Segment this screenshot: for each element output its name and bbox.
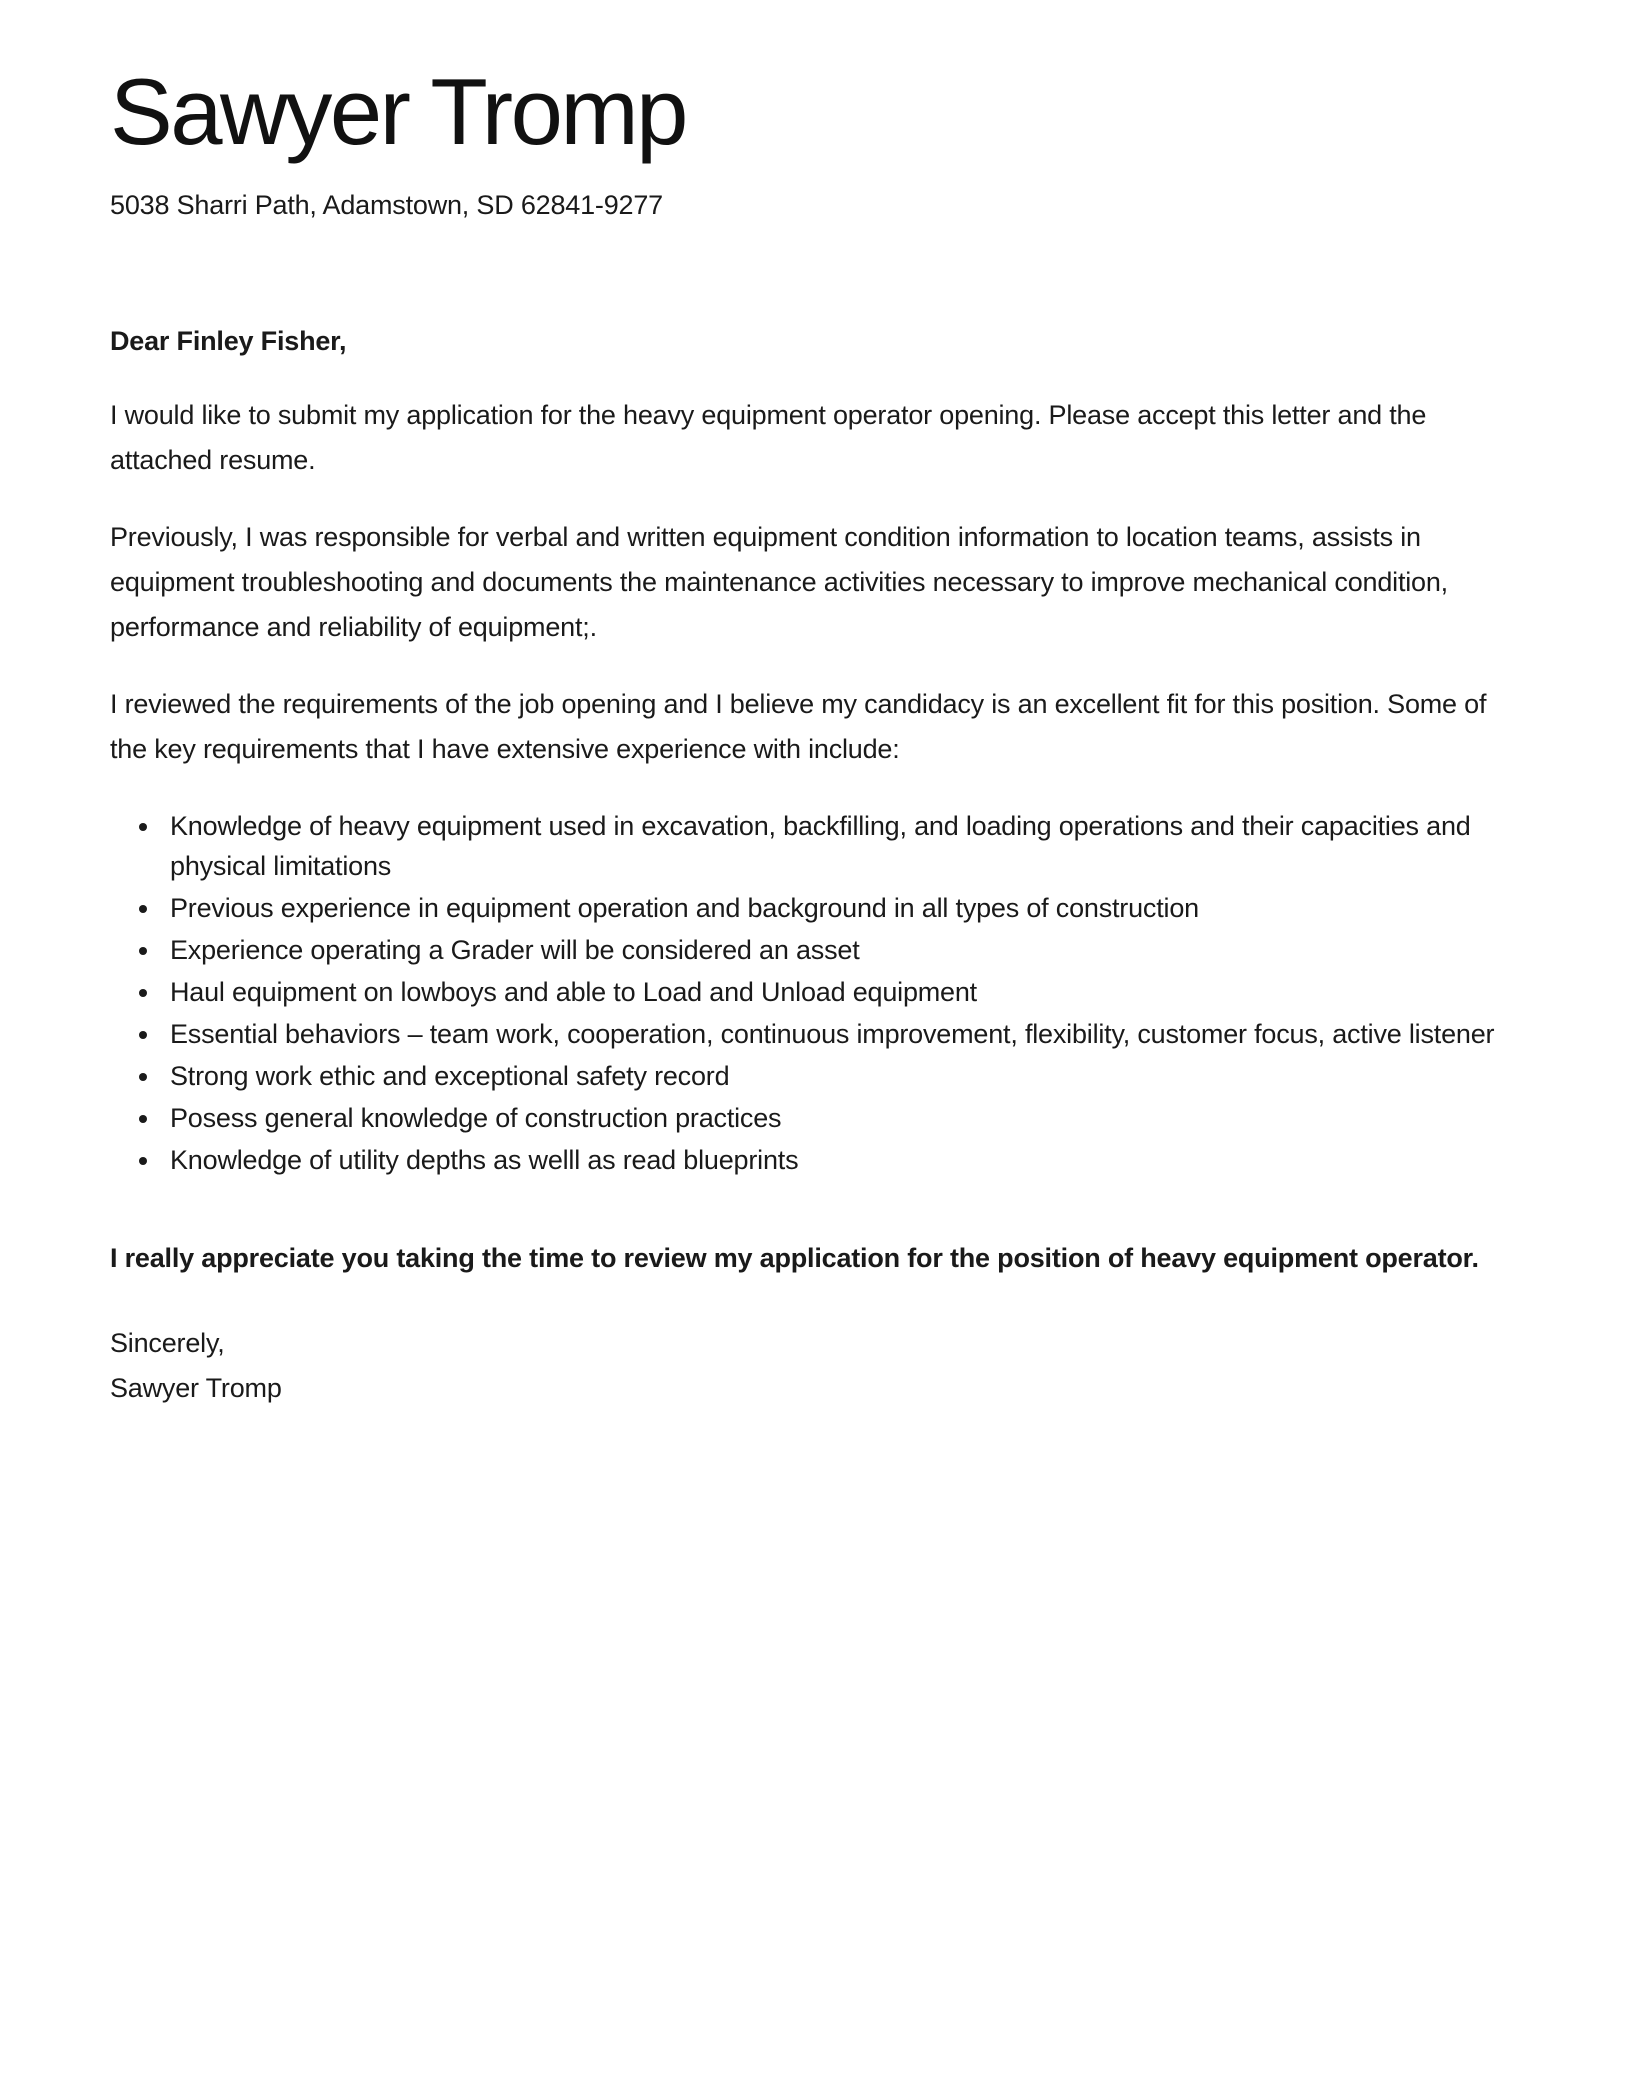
sender-address: 5038 Sharri Path, Adamstown, SD 62841-9277 (110, 190, 663, 221)
letter-header (110, 58, 1517, 224)
sender-name: Sawyer Tromp (110, 59, 686, 164)
closing-statement: I really appreciate you taking the time to review my application for the position of heavy equipment operator. (110, 1243, 1479, 1274)
bullet-item: • Strong work ethic and exceptional safety record (162, 1056, 1512, 1096)
body-paragraph: I would like to submit my application for the heavy equipment operator opening. Please accept this letter and the attached resume. (110, 400, 1427, 476)
bullet-item: • Experience operating a Grader will be considered an asset (162, 930, 1512, 970)
body-paragraph: Previously, I was responsible for verbal and written equipment condition information to location teams, assists in equipment troubleshooting and documents the maintenance activities necessary to improve mechanical condition, performance and reliability of equipment;. (110, 522, 1448, 643)
sign-off: Sincerely, (110, 1328, 225, 1359)
requirements-list (110, 806, 1517, 1180)
body-paragraphs (110, 393, 1517, 772)
bullet-item: • Posess general knowledge of construction practices (162, 1098, 1512, 1138)
signature-name: Sawyer Tromp (110, 1373, 282, 1404)
bullet-item: • Haul equipment on lowboys and able to Load and Unload equipment (162, 972, 1512, 1012)
bullet-item: • Knowledge of utility depths as welll as read blueprints (162, 1140, 1512, 1180)
bullet-item: • Knowledge of heavy equipment used in excavation, backfilling, and loading operations and their capacities and physical limitations (162, 806, 1512, 886)
signoff-block (110, 1321, 1517, 1411)
bullet-item: • Essential behaviors – team work, cooperation, continuous improvement, flexibility, customer focus, active listener (162, 1014, 1512, 1054)
salutation: Dear Finley Fisher, (110, 326, 347, 357)
bullet-item: • Previous experience in equipment operation and background in all types of construction (162, 888, 1512, 928)
letter-body (110, 321, 1517, 1411)
body-paragraph: I reviewed the requirements of the job opening and I believe my candidacy is an excellent fit for this position. Some of the key requirements that I have extensive experience with include: (110, 689, 1487, 765)
